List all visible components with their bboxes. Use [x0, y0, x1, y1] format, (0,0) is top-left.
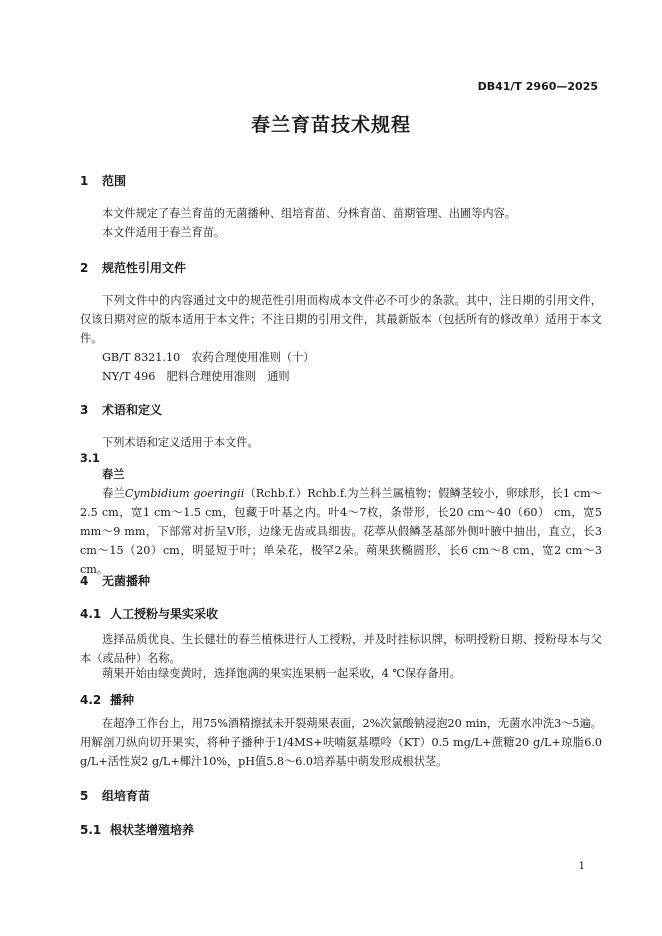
paragraph	[80, 433, 602, 452]
section-title: 范围	[102, 174, 127, 188]
subsection-number: 5.1	[80, 823, 102, 837]
document-number: DB41/T 2960—2025	[477, 80, 598, 93]
subsection-4-1-heading	[80, 605, 218, 622]
definition-text: （Rchb.f.）Rchb.f.为兰科兰属植物；假鳞茎较小，卵球形，长1 cm～2.5 cm，宽1 cm～1.5 cm，包藏于叶基之内。叶4～7枚，条带形，长20 cm～40（60） cm，宽5 mm～9 mm，下部常对折呈V形，边缘无齿或具细齿。花葶从假鳞茎基部外侧叶腋中抽出，直立，长3 cm～15（20）cm，明显短于叶；单朵花，极罕2朵。蒴果狭椭圆形，长6 cm～8 cm，宽2 cm～3 cm。	[80, 487, 602, 576]
section-title: 术语和定义	[102, 403, 163, 417]
subsection-5-1-heading	[80, 821, 194, 838]
subsection-title: 根状茎增殖培养	[110, 823, 195, 837]
latin-name: Cymbidium goeringii	[124, 487, 245, 500]
paragraph-text: 下列术语和定义适用于本文件。	[102, 436, 259, 449]
paragraph-text: 本文件规定了春兰育苗的无菌播种、组培育苗、分株育苗、苗期管理、出圃等内容。	[102, 207, 516, 220]
paragraph	[80, 291, 602, 348]
subsection-number: 4.2	[80, 693, 102, 707]
paragraph-text: 选择品质优良、生长健壮的春兰植株进行人工授粉，并及时挂标识牌，标明授粉日期、授粉母本与父本（或品种）名称。	[80, 633, 602, 665]
page-number: 1	[578, 861, 585, 872]
section-number: 3	[80, 403, 89, 417]
subsection-4-2-heading	[80, 691, 134, 708]
paragraph	[80, 664, 602, 683]
section-title: 无菌播种	[102, 574, 151, 588]
section-number: 1	[80, 174, 89, 188]
section-title: 组培育苗	[102, 789, 151, 803]
document-title: 春兰育苗技术规程	[250, 114, 411, 136]
paragraph	[80, 630, 602, 668]
section-number: 5	[80, 789, 89, 803]
paragraph-text: 蒴果开始由绿变黄时，选择饱满的果实连果柄一起采收，4 ℃保存备用。	[102, 667, 461, 680]
normative-reference: NY/T 496 肥料合理使用准则 通则	[102, 370, 290, 383]
subsection-title: 播种	[110, 693, 135, 707]
section-4-heading	[80, 572, 150, 589]
definition-text: 春兰	[102, 487, 125, 500]
paragraph-text: 本文件适用于春兰育苗。	[102, 226, 226, 239]
subsection-title: 人工授粉与果实采收	[110, 607, 219, 621]
subsection-number: 3.1	[80, 452, 100, 465]
paragraph	[80, 714, 602, 771]
paragraph	[80, 223, 602, 242]
section-3-heading	[80, 401, 162, 418]
section-number: 2	[80, 261, 89, 275]
section-number: 4	[80, 574, 89, 588]
section-2-heading	[80, 259, 186, 276]
term-definition	[80, 484, 602, 579]
section-title: 规范性引用文件	[102, 261, 187, 275]
subsection-number: 4.1	[80, 607, 102, 621]
paragraph-text: 下列文件中的内容通过文中的规范性引用而构成本文件必不可少的条款。其中，注日期的引用文件，仅该日期对应的版本适用于本文件；不注日期的引用文件，其最新版本（包括所有的修改单）适用于本文件。	[80, 294, 602, 345]
paragraph-text: 在超净工作台上，用75%酒精擦拭未开裂蒴果表面，2%次氯酸钠浸泡20 min，无菌水冲洗3～5遍。用解剖刀纵向切开果实，将种子播种于1/4MS+呋喃氨基嘌呤（KT）0.5 mg/L+蔗糖20 g/L+琼脂6.0 g/L+活性炭2 g/L+椰汁10%，pH值5.8～6.0培养基中萌发形成根状茎。	[80, 717, 602, 768]
term-name: 春兰	[102, 468, 125, 481]
section-1-heading	[80, 172, 126, 189]
normative-reference: GB/T 8321.10 农药合理使用准则（十）	[102, 351, 315, 364]
paragraph	[80, 204, 602, 223]
section-5-heading	[80, 787, 150, 804]
